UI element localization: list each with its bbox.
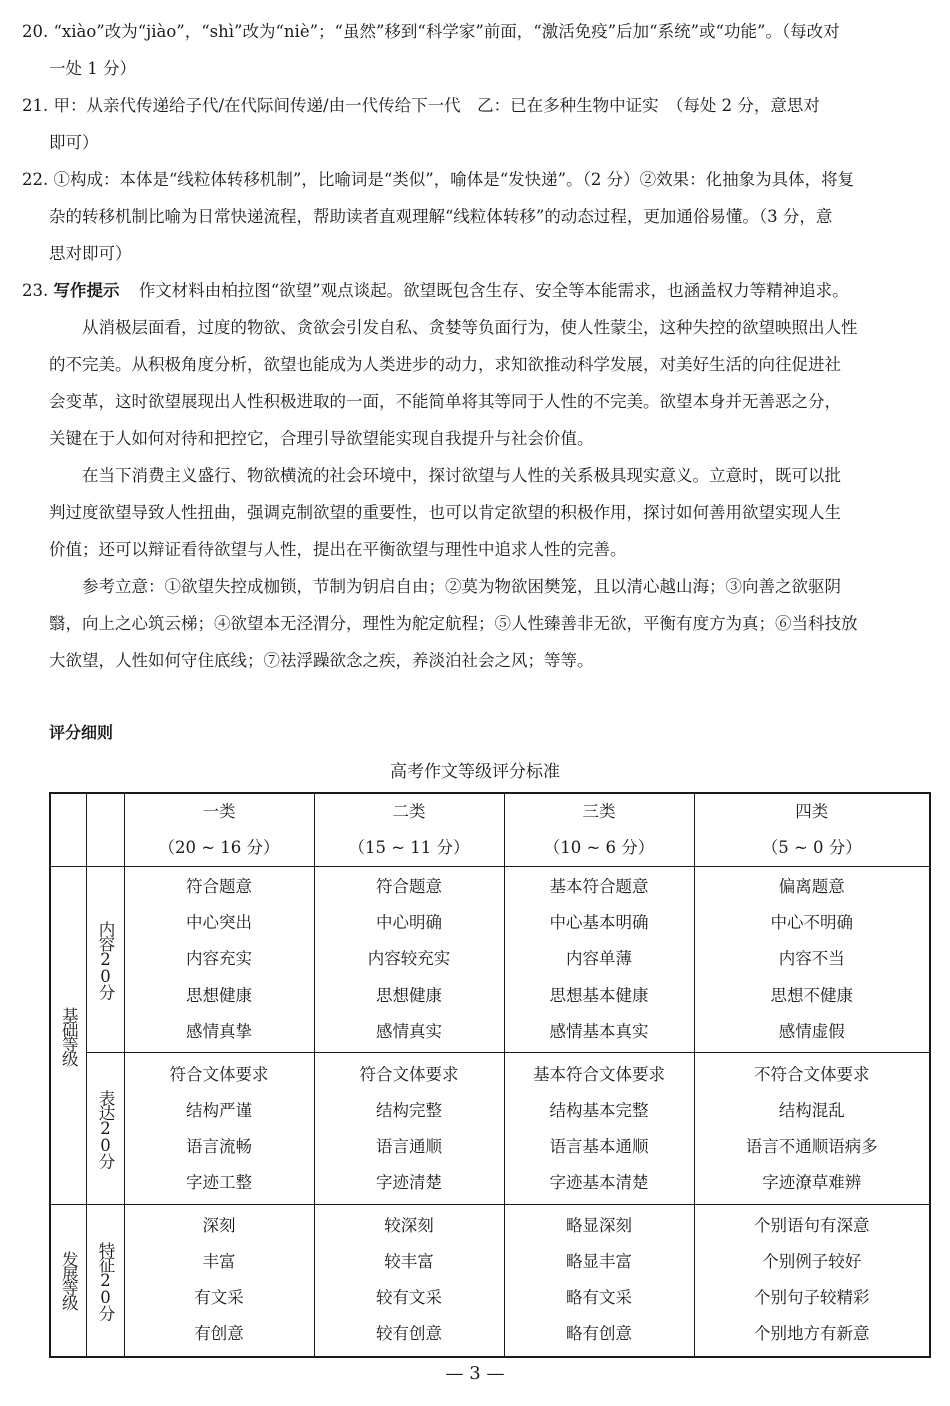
content-class-3 (504, 867, 694, 1053)
criterion: 个别句子较精彩 (754, 1288, 870, 1308)
criterion: 不符合文体要求 (754, 1064, 870, 1084)
criterion: 字迹基本清楚 (549, 1172, 649, 1192)
criterion: 符合文体要求 (359, 1064, 459, 1084)
class-range: （5 ~ 0 分） (761, 838, 862, 857)
p1-line-2: 的不完美。从积极角度分析，欲望也能成为人类进步的动力，求知欲推动科学发展，对美好生活的向往促进社 (49, 355, 841, 374)
criterion: 较深刻 (384, 1216, 434, 1236)
criterion: 内容充实 (186, 949, 252, 969)
criterion: 偏离题意 (778, 876, 845, 896)
criterion: 内容不当 (778, 949, 845, 969)
criterion: 个别例子较好 (762, 1252, 862, 1272)
criterion: 字迹工整 (186, 1172, 252, 1192)
criterion: 语言流畅 (186, 1136, 252, 1156)
criterion: 字迹清楚 (376, 1172, 442, 1192)
class-range: （20 ~ 16 分） (158, 838, 280, 857)
page-number: — 3 — (445, 1363, 505, 1384)
q23-line-1 (22, 281, 849, 301)
criterion: 结构基本完整 (549, 1100, 649, 1120)
q20-line-2: 一处 1 分） (49, 59, 136, 78)
criterion: 思想基本健康 (549, 985, 649, 1005)
feature-class-4 (694, 1205, 930, 1357)
dev-level-cell (50, 1205, 86, 1357)
corner-cell-2 (86, 793, 124, 867)
q23-number: 23. (22, 281, 49, 300)
rubric-table (49, 792, 931, 1358)
class-range: （15 ~ 11 分） (348, 838, 470, 857)
q22-line-2: 杂的转移机制比喻为日常快递流程，帮助读者直观理解“线粒体转移”的动态过程，更加通俗易懂。（3 分，意 (49, 207, 833, 226)
p2-line-3: 价值；还可以辩证看待欲望与人性，提出在平衡欲望与理性中追求人性的完善。 (49, 540, 627, 559)
header-class-2 (314, 793, 504, 867)
criterion: 内容单薄 (566, 949, 632, 969)
class-name: 二类 (392, 802, 426, 821)
criterion: 个别地方有新意 (754, 1324, 870, 1344)
header-class-4 (694, 793, 930, 867)
feature-class-1 (124, 1205, 314, 1357)
criterion: 中心明确 (376, 912, 442, 932)
criterion: 结构完整 (376, 1100, 442, 1120)
criterion: 略有创意 (566, 1324, 632, 1344)
criterion: 感情虚假 (778, 1022, 845, 1042)
feature-class-3 (504, 1205, 694, 1357)
p3-line-2: 翳，向上之心筑云梯；④欲望本无泾渭分，理性为舵定航程；⑤人性臻善非无欲，平衡有度方为真；⑥当科技放 (49, 614, 858, 633)
criterion: 基本符合题意 (549, 876, 649, 896)
p1-line-4: 关键在于人如何对待和把控它，合理引导欲望能实现自我提升与社会价值。 (49, 429, 594, 448)
expression-label-cell (86, 1053, 124, 1205)
table-title: 高考作文等级评分标准 (390, 762, 560, 782)
feature-label: 特征20分 (96, 1241, 115, 1319)
criterion: 较丰富 (384, 1252, 434, 1272)
q21-line-2: 即可） (49, 133, 99, 152)
criterion: 语言通顺 (376, 1136, 442, 1156)
criterion: 略显深刻 (566, 1216, 632, 1236)
criterion: 个别语句有深意 (754, 1216, 870, 1236)
criterion: 略有文采 (566, 1288, 632, 1308)
basic-level-cell (50, 867, 86, 1205)
criterion: 有文采 (194, 1288, 244, 1308)
criterion: 结构严谨 (186, 1100, 252, 1120)
p1-line-3: 会变革，这时欲望展现出人性积极进取的一面，不能简单将其等同于人性的不完美。欲望本身并无善恶之分， (49, 392, 841, 411)
q23-label: 写作提示 (53, 281, 120, 300)
class-name: 一类 (202, 802, 236, 821)
criterion: 字迹潦草难辨 (762, 1172, 862, 1192)
content-row (50, 867, 930, 1053)
criterion: 语言不通顺语病多 (745, 1136, 878, 1156)
criterion: 思想健康 (186, 985, 252, 1005)
content-label: 内容20分 (96, 920, 115, 999)
q22-line-3: 思对即可） (49, 244, 132, 263)
criterion: 语言基本通顺 (549, 1136, 649, 1156)
criterion: 深刻 (202, 1216, 236, 1236)
feature-row (50, 1205, 930, 1357)
criterion: 中心突出 (186, 912, 252, 932)
q23-intro: 作文材料由柏拉图“欲望”观点谈起。欲望既包含生存、安全等本能需求，也涵盖权力等精神追求。 (138, 281, 849, 300)
criterion: 符合文体要求 (169, 1064, 269, 1084)
content-label-cell (86, 867, 124, 1053)
p2-line-1: 在当下消费主义盛行、物欲横流的社会环境中，探讨欲望与人性的关系极具现实意义。立意时，既可以批 (82, 466, 841, 485)
content-class-1 (124, 867, 314, 1053)
criterion: 基本符合文体要求 (533, 1064, 665, 1084)
expression-class-4 (694, 1053, 930, 1205)
expression-class-3 (504, 1053, 694, 1205)
class-name: 四类 (795, 802, 829, 821)
criterion: 感情基本真实 (549, 1022, 649, 1042)
p3-line-1: 参考立意：①欲望失控成枷锁，节制为钥启自由；②莫为物欲困樊笼，且以清心越山海；③向善之欲驱阴 (82, 577, 841, 596)
p3-line-3: 大欲望，人性如何守住底线；⑦祛浮躁欲念之疾，养淡泊社会之风；等等。 (49, 651, 594, 670)
feature-label-cell (86, 1205, 124, 1357)
dev-level-label: 发展等级 (59, 1251, 79, 1310)
criterion: 感情真挚 (186, 1022, 252, 1042)
criterion: 结构混乱 (778, 1100, 845, 1120)
q21-line-1: 21. 甲：从亲代传递给子代/在代际间传递/由一代传给下一代 乙：已在多种生物中证实 （每处 2 分，意思对 (22, 96, 820, 115)
criterion: 思想健康 (376, 985, 442, 1005)
p2-line-2: 判过度欲望导致人性扭曲，强调克制欲望的重要性，也可以肯定欲望的积极作用，探讨如何善用欲望实现人生 (49, 503, 841, 522)
criterion: 符合题意 (186, 876, 252, 896)
expression-class-2 (314, 1053, 504, 1205)
class-name: 三类 (582, 802, 616, 821)
header-class-3 (504, 793, 694, 867)
criterion: 略显丰富 (566, 1252, 632, 1272)
criterion: 较有文采 (376, 1288, 442, 1308)
criterion: 内容较充实 (367, 949, 451, 969)
criterion: 感情真实 (376, 1022, 442, 1042)
expression-row (50, 1053, 930, 1205)
criterion: 较有创意 (376, 1324, 442, 1344)
criterion: 有创意 (194, 1324, 244, 1344)
expression-class-1 (124, 1053, 314, 1205)
content-class-2 (314, 867, 504, 1053)
p1-line-1: 从消极层面看，过度的物欲、贪欲会引发自私、贪婪等负面行为，使人性蒙尘，这种失控的欲望映照出人性 (82, 318, 858, 337)
expression-label: 表达20分 (96, 1089, 115, 1168)
criterion: 中心不明确 (770, 912, 853, 932)
feature-class-2 (314, 1205, 504, 1357)
q22-line-1: 22. ①构成：本体是“线粒体转移机制”，比喻词是“类似”，喻体是“发快递”。（2 分）②效果：化抽象为具体，将复 (22, 170, 855, 189)
q20-line-1: 20. “xiào”改为“jiào”，“shì”改为“niè”；“虽然”移到“科学家”前面，“激活免疫”后加“系统”或“功能”。（每改对 (22, 22, 840, 41)
corner-cell (50, 793, 86, 867)
class-range: （10 ~ 6 分） (543, 838, 655, 857)
content-class-4 (694, 867, 930, 1053)
header-class-1 (124, 793, 314, 867)
basic-level-label: 基础等级 (59, 1006, 79, 1065)
criterion: 符合题意 (376, 876, 442, 896)
criterion: 思想不健康 (770, 985, 853, 1005)
criterion: 中心基本明确 (549, 912, 649, 932)
header-row (50, 793, 930, 867)
criterion: 丰富 (202, 1252, 236, 1272)
section-title: 评分细则 (49, 723, 114, 742)
